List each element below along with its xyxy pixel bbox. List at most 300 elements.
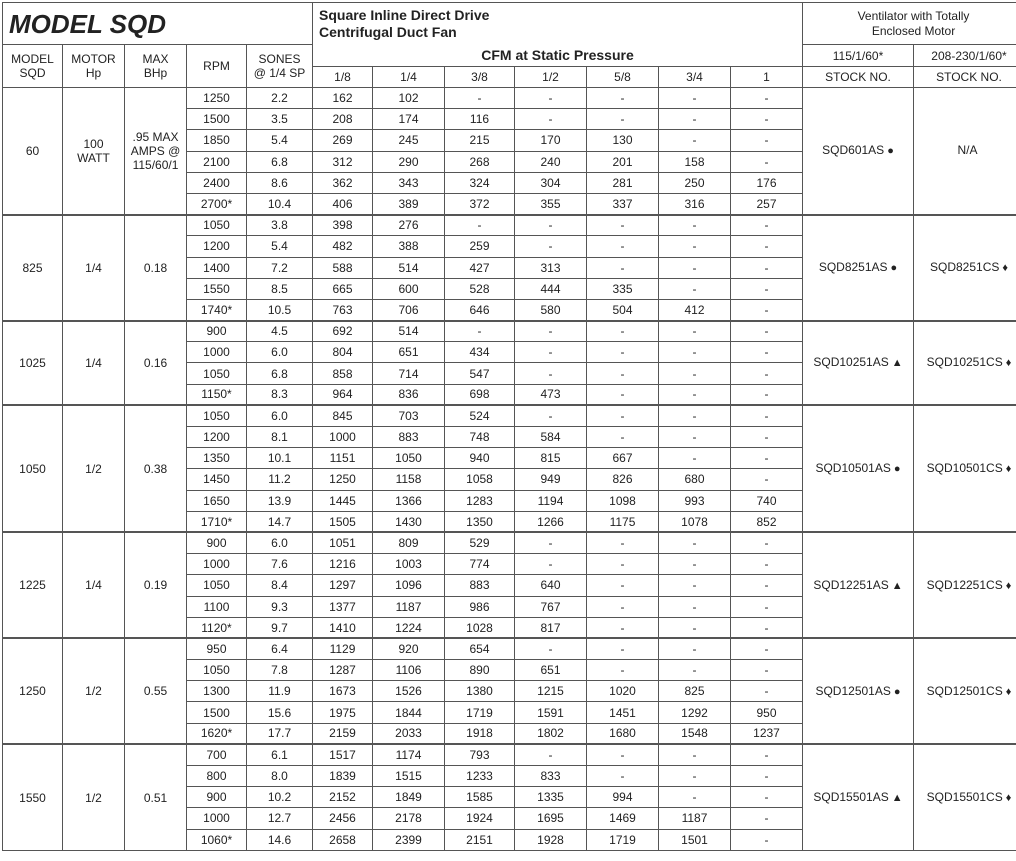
col-header-sones: [247, 45, 313, 88]
table-row: [3, 405, 1016, 426]
col-header-model: [3, 45, 63, 88]
col-header-motor-line-1: MOTOR: [63, 52, 124, 66]
motor-cell: 1/2: [63, 744, 125, 850]
cfm-cell: 698: [445, 384, 515, 405]
sones-cell: 6.1: [247, 744, 313, 765]
stock-number-230v: [914, 744, 1016, 850]
cfm-cell: -: [659, 384, 731, 405]
cfm-cell: 1924: [445, 808, 515, 829]
cfm-cell: 817: [515, 617, 587, 638]
cfm-cell: 1849: [373, 787, 445, 808]
cfm-cell: 372: [445, 193, 515, 214]
rpm-cell: 1620*: [187, 723, 247, 744]
stock-number-text: SQD12501CS: [927, 684, 1003, 698]
cfm-cell: 250: [659, 172, 731, 193]
cfm-cell: 259: [445, 236, 515, 257]
cfm-cell: 883: [373, 427, 445, 448]
cfm-cell: -: [731, 342, 803, 363]
sones-cell: 6.8: [247, 363, 313, 384]
stock-number-230v: [914, 88, 1016, 215]
rpm-cell: 1000: [187, 554, 247, 575]
motor-cell: 1/4: [63, 532, 125, 638]
sp-col-header: 1/8: [313, 67, 373, 88]
cfm-cell: 793: [445, 744, 515, 765]
cfm-cell: 1096: [373, 575, 445, 596]
cfm-cell: 427: [445, 257, 515, 278]
stock-number-115v: [803, 321, 914, 406]
cfm-cell: -: [515, 638, 587, 659]
cfm-cell: 986: [445, 596, 515, 617]
stock-number-text: SQD10251AS: [813, 355, 888, 369]
cfm-cell: 740: [731, 490, 803, 511]
sones-cell: 7.6: [247, 554, 313, 575]
stock-number-text: SQD12501AS: [815, 684, 890, 698]
motor-description: [803, 3, 1016, 45]
cfm-cell: -: [731, 575, 803, 596]
stock-no-header-1: STOCK NO.: [803, 67, 914, 88]
stock-symbol-icon: ●: [891, 262, 898, 274]
motor-cell: 1/2: [63, 638, 125, 744]
cfm-cell: -: [659, 321, 731, 342]
sones-cell: 4.5: [247, 321, 313, 342]
cfm-cell: -: [731, 808, 803, 829]
rpm-cell: 950: [187, 638, 247, 659]
cfm-cell: -: [515, 236, 587, 257]
rpm-cell: 1500: [187, 109, 247, 130]
bhp-cell: 0.38: [125, 405, 187, 532]
table-row: [3, 744, 1016, 765]
cfm-cell: 1194: [515, 490, 587, 511]
motor-description-line-1: Ventilator with Totally: [803, 9, 1016, 24]
sones-cell: 3.8: [247, 215, 313, 236]
cfm-cell: -: [445, 215, 515, 236]
cfm-cell: 1175: [587, 511, 659, 532]
cfm-cell: -: [731, 109, 803, 130]
sones-cell: 8.0: [247, 766, 313, 787]
cfm-cell: -: [659, 363, 731, 384]
cfm-cell: 473: [515, 384, 587, 405]
cfm-cell: 651: [515, 660, 587, 681]
cfm-cell: 514: [373, 257, 445, 278]
cfm-cell: 1098: [587, 490, 659, 511]
stock-symbol-icon: ♦: [1006, 686, 1012, 698]
cfm-cell: -: [515, 321, 587, 342]
cfm-cell: -: [515, 363, 587, 384]
cfm-cell: -: [731, 321, 803, 342]
cfm-cell: 398: [313, 215, 373, 236]
stock-number-text: SQD601AS: [822, 143, 884, 157]
stock-number-115v: [803, 638, 914, 744]
subtitle-line-1: Square Inline Direct Drive: [319, 7, 802, 24]
cfm-cell: 2658: [313, 829, 373, 850]
sones-cell: 12.7: [247, 808, 313, 829]
cfm-cell: 1151: [313, 448, 373, 469]
cfm-cell: 276: [373, 215, 445, 236]
cfm-cell: 949: [515, 469, 587, 490]
subtitle: [313, 3, 803, 45]
cfm-cell: -: [731, 236, 803, 257]
model-cell: 1050: [3, 405, 63, 532]
cfm-cell: 1158: [373, 469, 445, 490]
sones-cell: 8.6: [247, 172, 313, 193]
cfm-cell: -: [587, 405, 659, 426]
stock-number-230v: [914, 321, 1016, 406]
cfm-cell: 858: [313, 363, 373, 384]
rpm-cell: 1060*: [187, 829, 247, 850]
cfm-cell: 1187: [659, 808, 731, 829]
stock-symbol-icon: ▲: [892, 357, 903, 369]
cfm-cell: 524: [445, 405, 515, 426]
rpm-cell: 1850: [187, 130, 247, 151]
cfm-cell: -: [731, 448, 803, 469]
cfm-cell: -: [587, 384, 659, 405]
cfm-cell: 1430: [373, 511, 445, 532]
cfm-cell: 528: [445, 278, 515, 299]
cfm-cell: 1719: [587, 829, 659, 850]
col-header-max-bhp: [125, 45, 187, 88]
stock-number-230v: [914, 638, 1016, 744]
cfm-cell: -: [659, 766, 731, 787]
cfm-cell: 826: [587, 469, 659, 490]
rpm-cell: 1710*: [187, 511, 247, 532]
bhp-cell: 0.51: [125, 744, 187, 850]
stock-symbol-icon: ●: [894, 463, 901, 475]
sones-cell: 10.2: [247, 787, 313, 808]
cfm-cell: 547: [445, 363, 515, 384]
model-cell: 1025: [3, 321, 63, 406]
cfm-cell: 355: [515, 193, 587, 214]
cfm-cell: -: [731, 766, 803, 787]
cfm-cell: 1445: [313, 490, 373, 511]
cfm-cell: -: [731, 130, 803, 151]
col-header-rpm: RPM: [187, 45, 247, 88]
sones-cell: 9.3: [247, 596, 313, 617]
motor-description-line-2: Enclosed Motor: [803, 24, 1016, 39]
cfm-cell: 692: [313, 321, 373, 342]
motor-cell: 1/4: [63, 321, 125, 406]
rpm-cell: 700: [187, 744, 247, 765]
cfm-cell: 245: [373, 130, 445, 151]
cfm-cell: -: [659, 215, 731, 236]
rpm-cell: 1150*: [187, 384, 247, 405]
cfm-cell: 1335: [515, 787, 587, 808]
cfm-cell: 313: [515, 257, 587, 278]
cfm-cell: 1020: [587, 681, 659, 702]
cfm-cell: 2178: [373, 808, 445, 829]
cfm-cell: 833: [515, 766, 587, 787]
cfm-cell: 1928: [515, 829, 587, 850]
cfm-cell: -: [731, 660, 803, 681]
cfm-cell: -: [587, 342, 659, 363]
rpm-cell: 900: [187, 321, 247, 342]
cfm-cell: 1283: [445, 490, 515, 511]
table-row: [3, 88, 1016, 109]
rpm-cell: 1450: [187, 469, 247, 490]
fan-performance-table: [2, 2, 1016, 851]
cfm-cell: -: [731, 278, 803, 299]
cfm-cell: 337: [587, 193, 659, 214]
cfm-cell: -: [659, 787, 731, 808]
cfm-cell: 1501: [659, 829, 731, 850]
cfm-cell: 1050: [373, 448, 445, 469]
cfm-cell: -: [731, 554, 803, 575]
cfm-cell: -: [731, 405, 803, 426]
cfm-cell: 1673: [313, 681, 373, 702]
cfm-cell: -: [515, 215, 587, 236]
sones-cell: 14.7: [247, 511, 313, 532]
bhp-cell: 0.55: [125, 638, 187, 744]
stock-symbol-icon: ♦: [1006, 792, 1012, 804]
cfm-cell: -: [515, 554, 587, 575]
subtitle-line-2: Centrifugal Duct Fan: [319, 24, 802, 41]
cfm-cell: 1719: [445, 702, 515, 723]
cfm-cell: -: [587, 321, 659, 342]
cfm-cell: -: [731, 88, 803, 109]
bhp-cell: .95 MAX AMPS @ 115/60/1: [125, 88, 187, 215]
table-row: [3, 532, 1016, 553]
cfm-cell: 1000: [313, 427, 373, 448]
cfm-cell: -: [445, 88, 515, 109]
cfm-cell: -: [731, 744, 803, 765]
cfm-cell: 763: [313, 299, 373, 320]
cfm-cell: -: [659, 130, 731, 151]
motor-cell: 1/4: [63, 215, 125, 321]
cfm-cell: -: [587, 109, 659, 130]
cfm-cell: 1548: [659, 723, 731, 744]
stock-number-text: SQD12251AS: [813, 578, 888, 592]
cfm-cell: 1224: [373, 617, 445, 638]
stock-symbol-icon: ♦: [1006, 580, 1012, 592]
cfm-cell: 1003: [373, 554, 445, 575]
cfm-cell: 406: [313, 193, 373, 214]
cfm-cell: 1526: [373, 681, 445, 702]
cfm-cell: -: [731, 151, 803, 172]
cfm-cell: 667: [587, 448, 659, 469]
sones-cell: 14.6: [247, 829, 313, 850]
model-cell: 1225: [3, 532, 63, 638]
rpm-cell: 1740*: [187, 299, 247, 320]
cfm-cell: -: [659, 278, 731, 299]
cfm-cell: 950: [731, 702, 803, 723]
cfm-cell: 703: [373, 405, 445, 426]
rpm-cell: 1650: [187, 490, 247, 511]
cfm-header: CFM at Static Pressure: [313, 45, 803, 67]
cfm-cell: 1292: [659, 702, 731, 723]
stock-symbol-icon: ▲: [892, 792, 903, 804]
cfm-cell: -: [659, 448, 731, 469]
cfm-cell: 1028: [445, 617, 515, 638]
cfm-cell: 1410: [313, 617, 373, 638]
cfm-cell: -: [659, 638, 731, 659]
cfm-cell: -: [659, 532, 731, 553]
sones-cell: 11.2: [247, 469, 313, 490]
cfm-cell: 1216: [313, 554, 373, 575]
cfm-cell: 836: [373, 384, 445, 405]
cfm-cell: 646: [445, 299, 515, 320]
col-header-sones-line-2: @ 1/4 SP: [247, 66, 312, 80]
cfm-cell: 1505: [313, 511, 373, 532]
cfm-cell: 994: [587, 787, 659, 808]
stock-number-text: SQD12251CS: [927, 578, 1003, 592]
rpm-cell: 2100: [187, 151, 247, 172]
stock-number-230v: [914, 532, 1016, 638]
cfm-cell: -: [659, 257, 731, 278]
cfm-cell: 1129: [313, 638, 373, 659]
cfm-cell: -: [731, 787, 803, 808]
cfm-cell: 815: [515, 448, 587, 469]
cfm-cell: 362: [313, 172, 373, 193]
model-cell: 825: [3, 215, 63, 321]
stock-number-text: SQD15501AS: [813, 790, 888, 804]
cfm-cell: 852: [731, 511, 803, 532]
stock-number-230v: [914, 215, 1016, 321]
cfm-cell: 176: [731, 172, 803, 193]
motor-cell: 100 WATT: [63, 88, 125, 215]
cfm-cell: -: [659, 744, 731, 765]
sones-cell: 3.5: [247, 109, 313, 130]
cfm-cell: -: [659, 575, 731, 596]
cfm-cell: -: [731, 427, 803, 448]
cfm-cell: -: [587, 660, 659, 681]
stock-number-text: SQD10501AS: [815, 461, 890, 475]
cfm-cell: 257: [731, 193, 803, 214]
cfm-cell: 529: [445, 532, 515, 553]
rpm-cell: 1000: [187, 808, 247, 829]
sp-col-header: 5/8: [587, 67, 659, 88]
cfm-cell: 312: [313, 151, 373, 172]
cfm-cell: 290: [373, 151, 445, 172]
col-header-model-line-1: MODEL: [3, 52, 62, 66]
cfm-cell: 1585: [445, 787, 515, 808]
model-cell: 1550: [3, 744, 63, 850]
cfm-cell: 412: [659, 299, 731, 320]
stock-number-text: SQD10501CS: [927, 461, 1003, 475]
cfm-cell: -: [659, 109, 731, 130]
rpm-cell: 1300: [187, 681, 247, 702]
cfm-cell: -: [587, 638, 659, 659]
cfm-cell: -: [731, 257, 803, 278]
rpm-cell: 1050: [187, 215, 247, 236]
sp-col-header: 1: [731, 67, 803, 88]
cfm-cell: 2399: [373, 829, 445, 850]
cfm-cell: -: [659, 427, 731, 448]
stock-symbol-icon: ♦: [1006, 357, 1012, 369]
cfm-cell: -: [731, 215, 803, 236]
cfm-cell: 1250: [313, 469, 373, 490]
col-header-motor-line-2: Hp: [63, 66, 124, 80]
cfm-cell: 2152: [313, 787, 373, 808]
rpm-cell: 1050: [187, 575, 247, 596]
rpm-cell: 900: [187, 532, 247, 553]
cfm-cell: 116: [445, 109, 515, 130]
cfm-cell: 993: [659, 490, 731, 511]
stock-number-115v: [803, 744, 914, 850]
cfm-cell: 890: [445, 660, 515, 681]
cfm-cell: -: [515, 744, 587, 765]
cfm-cell: 1233: [445, 766, 515, 787]
cfm-cell: 1297: [313, 575, 373, 596]
cfm-cell: 1174: [373, 744, 445, 765]
stock-number-115v: [803, 215, 914, 321]
cfm-cell: 201: [587, 151, 659, 172]
cfm-cell: 1469: [587, 808, 659, 829]
rpm-cell: 1200: [187, 427, 247, 448]
cfm-cell: 389: [373, 193, 445, 214]
cfm-cell: 1844: [373, 702, 445, 723]
cfm-cell: -: [731, 299, 803, 320]
cfm-cell: 1366: [373, 490, 445, 511]
sones-cell: 10.1: [247, 448, 313, 469]
rpm-cell: 1120*: [187, 617, 247, 638]
sones-cell: 17.7: [247, 723, 313, 744]
cfm-cell: -: [587, 215, 659, 236]
cfm-cell: 240: [515, 151, 587, 172]
cfm-cell: 940: [445, 448, 515, 469]
stock-number-230v: [914, 405, 1016, 532]
sones-cell: 10.5: [247, 299, 313, 320]
stock-number-115v: [803, 88, 914, 215]
cfm-cell: 1266: [515, 511, 587, 532]
cfm-cell: 1802: [515, 723, 587, 744]
cfm-cell: 588: [313, 257, 373, 278]
cfm-cell: 845: [313, 405, 373, 426]
sp-col-header: 3/4: [659, 67, 731, 88]
sones-cell: 2.2: [247, 88, 313, 109]
cfm-cell: -: [587, 617, 659, 638]
cfm-cell: 170: [515, 130, 587, 151]
cfm-cell: 767: [515, 596, 587, 617]
cfm-cell: 1058: [445, 469, 515, 490]
cfm-cell: -: [731, 363, 803, 384]
col-header-motor: [63, 45, 125, 88]
cfm-cell: -: [731, 617, 803, 638]
sones-cell: 5.4: [247, 130, 313, 151]
sones-cell: 10.4: [247, 193, 313, 214]
table-row: [3, 215, 1016, 236]
cfm-cell: 654: [445, 638, 515, 659]
cfm-cell: -: [731, 596, 803, 617]
cfm-cell: 514: [373, 321, 445, 342]
stock-symbol-icon: ●: [894, 686, 901, 698]
col-header-max-line-2: BHp: [125, 66, 186, 80]
cfm-cell: 1187: [373, 596, 445, 617]
rpm-cell: 1000: [187, 342, 247, 363]
sones-cell: 8.3: [247, 384, 313, 405]
stock-number-text: SQD8251AS: [819, 260, 888, 274]
sones-cell: 8.1: [247, 427, 313, 448]
cfm-cell: -: [659, 405, 731, 426]
cfm-cell: 2159: [313, 723, 373, 744]
cfm-cell: 482: [313, 236, 373, 257]
bhp-cell: 0.16: [125, 321, 187, 406]
cfm-cell: 304: [515, 172, 587, 193]
cfm-cell: 1106: [373, 660, 445, 681]
cfm-cell: 324: [445, 172, 515, 193]
cfm-cell: 883: [445, 575, 515, 596]
cfm-cell: 162: [313, 88, 373, 109]
cfm-cell: -: [515, 342, 587, 363]
cfm-cell: -: [587, 427, 659, 448]
cfm-cell: 281: [587, 172, 659, 193]
table-row: [3, 638, 1016, 659]
rpm-cell: 1200: [187, 236, 247, 257]
cfm-cell: 158: [659, 151, 731, 172]
sones-cell: 13.9: [247, 490, 313, 511]
cfm-cell: -: [587, 596, 659, 617]
cfm-cell: 1680: [587, 723, 659, 744]
stock-number-115v: [803, 532, 914, 638]
cfm-cell: 1237: [731, 723, 803, 744]
